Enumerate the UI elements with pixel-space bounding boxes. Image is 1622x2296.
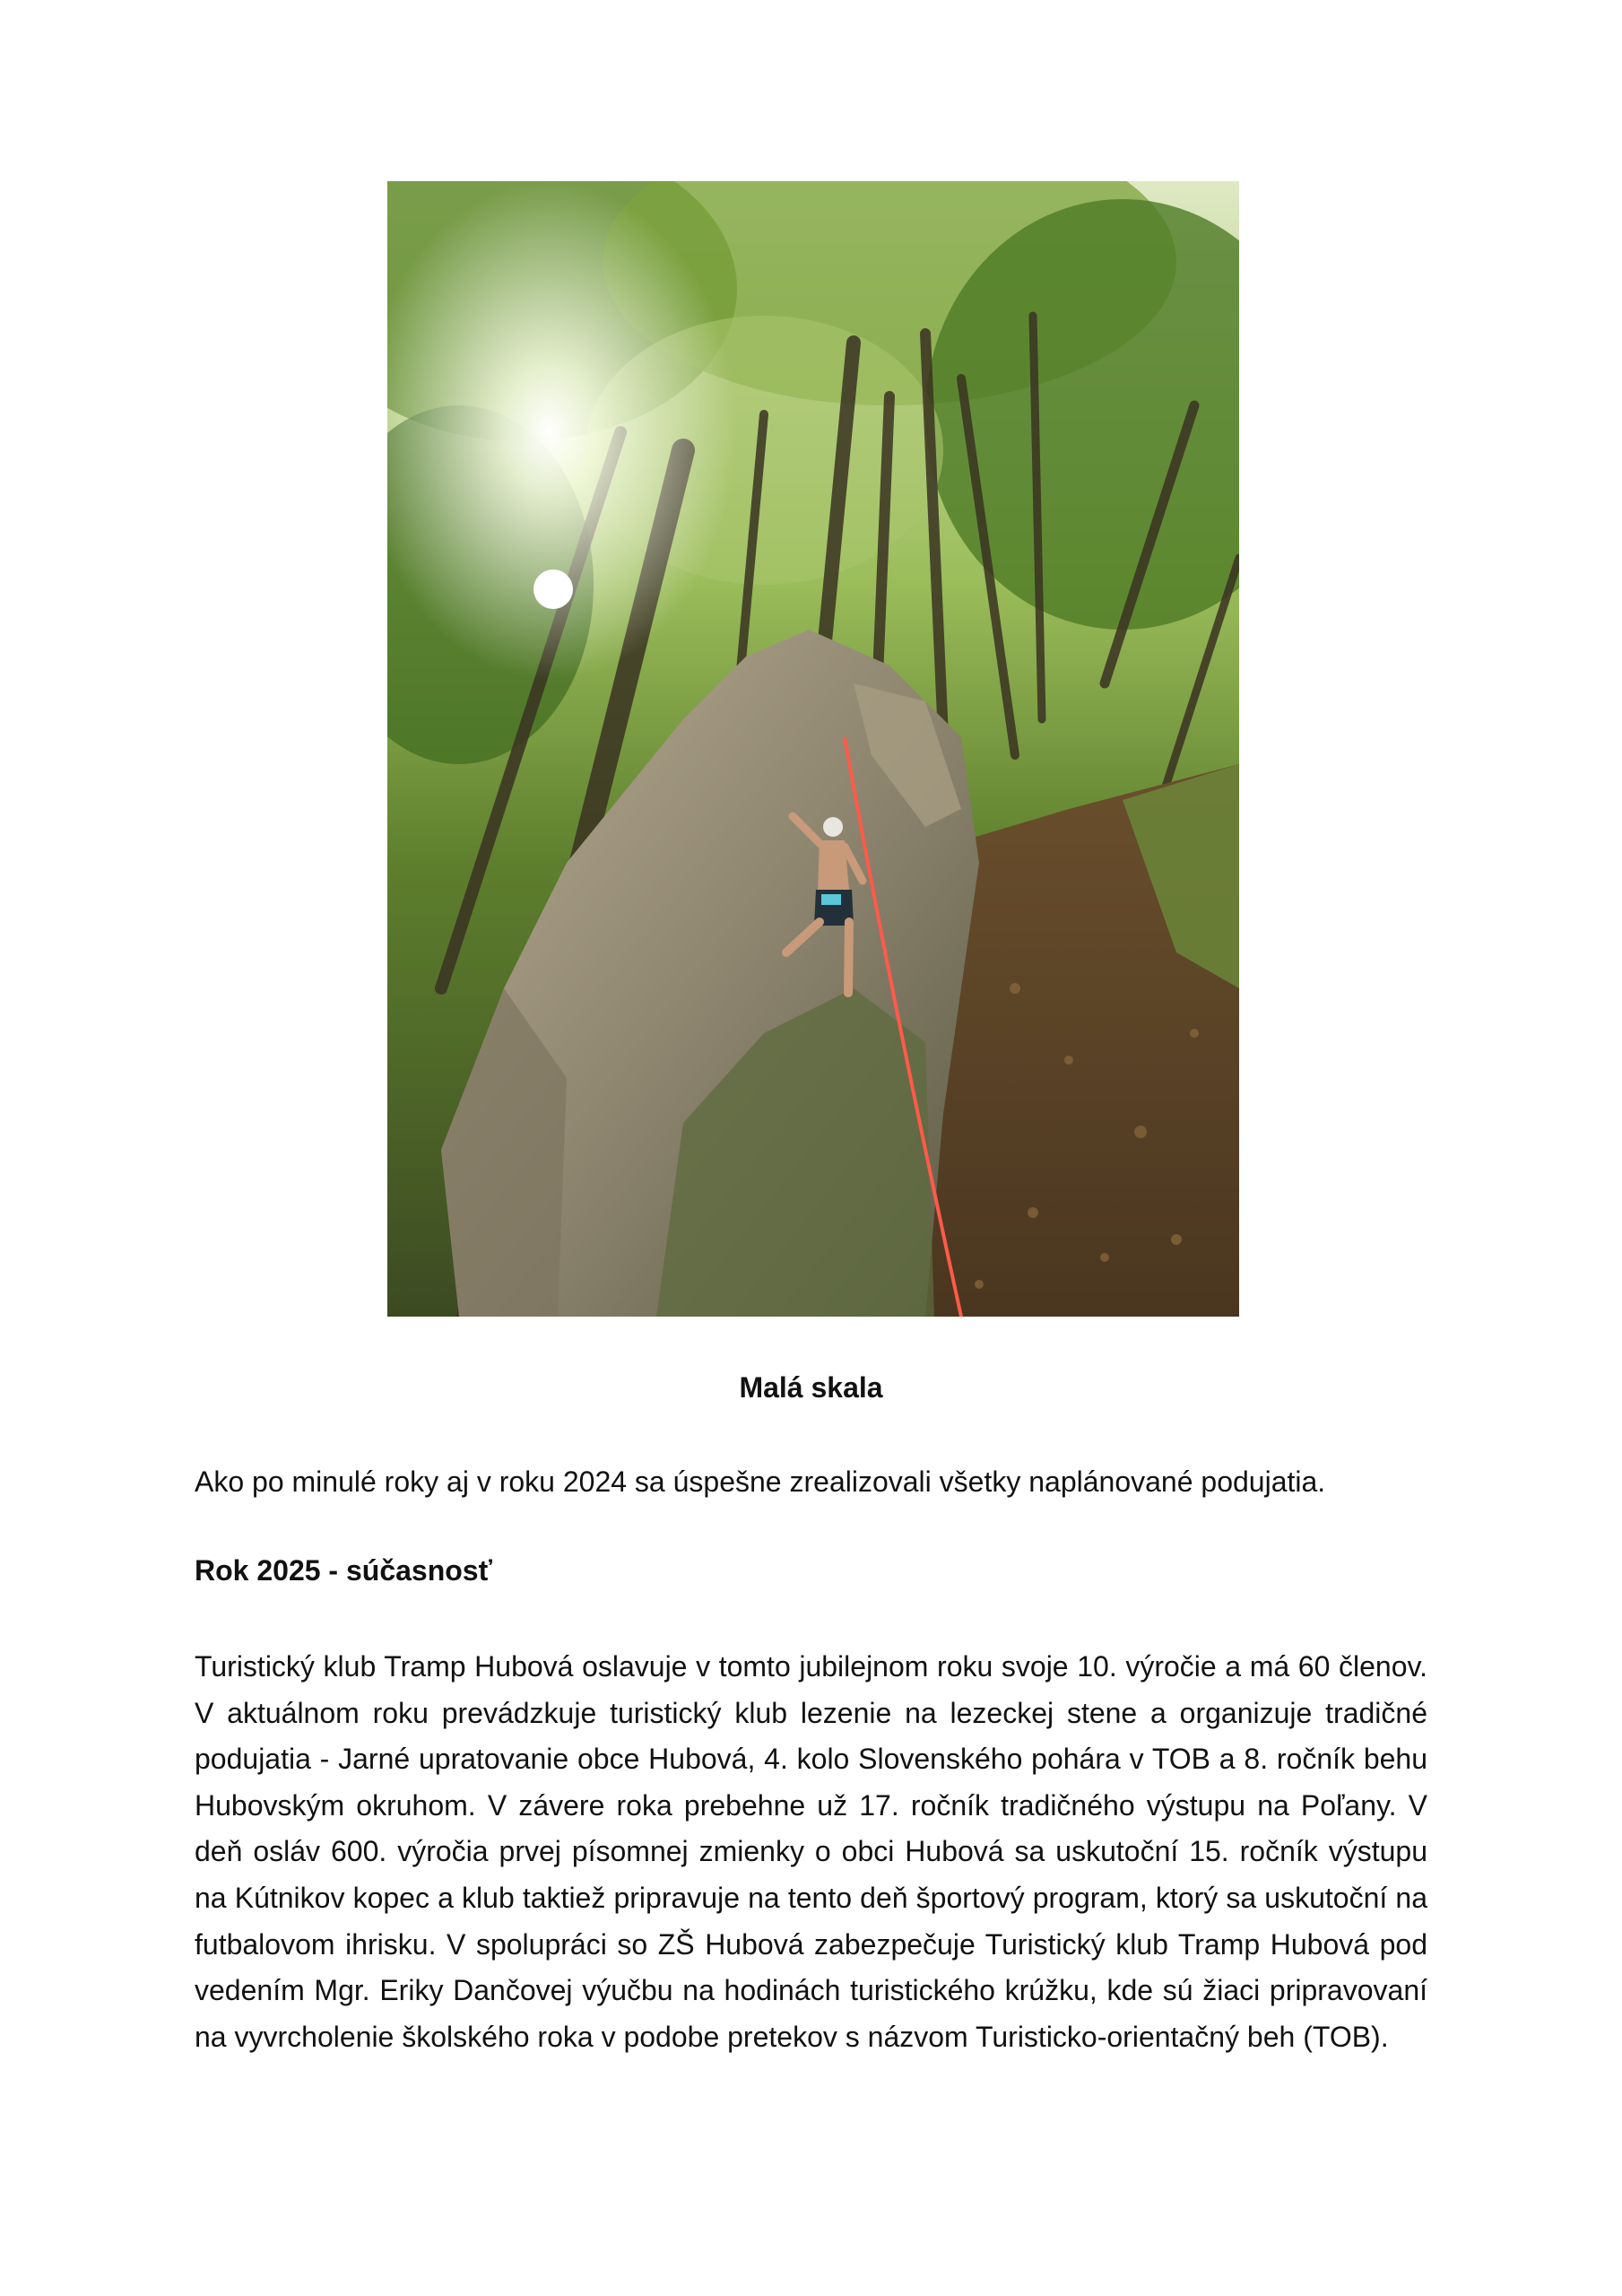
rock-climber-forest-photo — [387, 181, 1239, 1317]
intro-paragraph: Ako po minulé roky aj v roku 2024 sa úspešne zrealizovali všetky naplánované podujatia. — [195, 1465, 1326, 1498]
photo-caption: Malá skala — [739, 1371, 883, 1404]
climbing-photo — [387, 181, 1239, 1317]
section-paragraph: Turistický klub Tramp Hubová oslavuje v tomto jubilejnom roku svoje 10. výročie a má 60 členov. V aktuálnom roku prevádzkuje turistický klub lezenie na lezeckej stene a organizuje tradičné podujatia - Jarné upratovanie obce Hubová, 4. kolo Slovenského pohára v TOB a 8. ročník behu Hubovským okruhom. V závere roka prebehne už 17. ročník tradičného výstupu na Poľany. V deň osláv 600. výročia prvej písomnej zmienky o obci Hubová sa uskutoční 15. ročník výstupu na Kútnikov kopec a klub taktiež pripravuje na tento deň športový program, ktorý sa uskutoční na futbalovom ihrisku. V spolupráci so ZŠ Hubová zabezpečuje Turistický klub Tramp Hubová pod vedením Mgr. Eriky Dančovej výučbu na hodinách turistického krúžku, kde sú žiaci pripravovaní na vyvrcholenie školského roka v podobe pretekov s názvom Turisticko-orientačný beh (TOB). — [195, 1650, 1427, 2053]
section-heading: Rok 2025 - súčasnosť — [195, 1554, 492, 1587]
